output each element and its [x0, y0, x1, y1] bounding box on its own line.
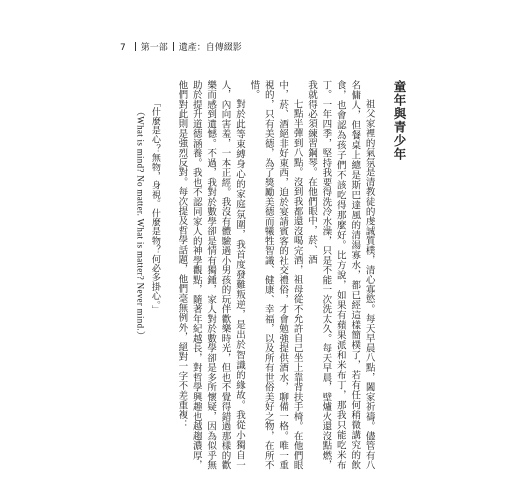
paragraph: 祖父家裡的氣氛是清教徒的虔誠質樸，清心寡慾。每天早晨八點，闔家祈禱。儘管有八名傭人，但餐桌上總是斯巴達風的清湯寡水，都已經這樣簡樸了，若有任何稍微講究的飲食，也會認為孩子們不該吃得那麼好。比方說，如果有蘋果派和米布丁，那我只能吃米布丁。一年四季，堅持我要得洗冷水澡，只是不能一次洗太久。每天早晨，壁爐火還沒點燃，我就得必須練習鋼琴。在他們眼中，菸、酒: [305, 80, 375, 470]
paragraph: 七點半彈到八點。沒到我都還沒喝完酒，祖母從不允許自己坐上靠背扶手椅。在他們眼中，菸、酒絕非好東西，迫於宴請賓客的社交禮俗，才會勉強提供酒水，聊備一格。唯一重視的，只有美德，為了獎勵美德而犧牲智識、健康、幸福，以及所有世俗美好之物，在所不惜。: [248, 80, 303, 470]
header-divider: [173, 42, 174, 51]
header-divider: [135, 42, 136, 51]
quote: 「什麼是心？無物，身視。什麼是物？何必多掛心。」: [149, 98, 160, 315]
section-title: 童年與青少年: [392, 80, 407, 161]
paragraph: 對於此等束縛身心的家庭氛圍，我首度發難叛逆，是出於智識的緣故。我從小獨自一人，內向害羞，一本正經。我沒有體驗過小男孩的玩伴歡樂時光，但也不覺得錯過那樣的歡樂而感到遺憾。不過，我對於數學卻是情有獨鍾，家人對於數學卻是多所懷疑，因為似乎無助於提升道德涵養。我也不認同家人的神學觀點，隨著年紀越長，對哲學興趣也越趨濃厚，他們對此則是強烈反對。每次提及哲學話題，他們毫無例外，絕對一字不差重複：: [176, 80, 245, 470]
vertical-text-body: [136, 80, 406, 470]
part-label: 第一部: [140, 43, 168, 53]
quote-english: （What is mind? No matter. What is matter? Never mind.）: [135, 107, 146, 341]
page-header: [120, 40, 242, 53]
page-number: 7: [120, 43, 126, 53]
part-title: 遺產：自傳綴影: [178, 43, 242, 53]
